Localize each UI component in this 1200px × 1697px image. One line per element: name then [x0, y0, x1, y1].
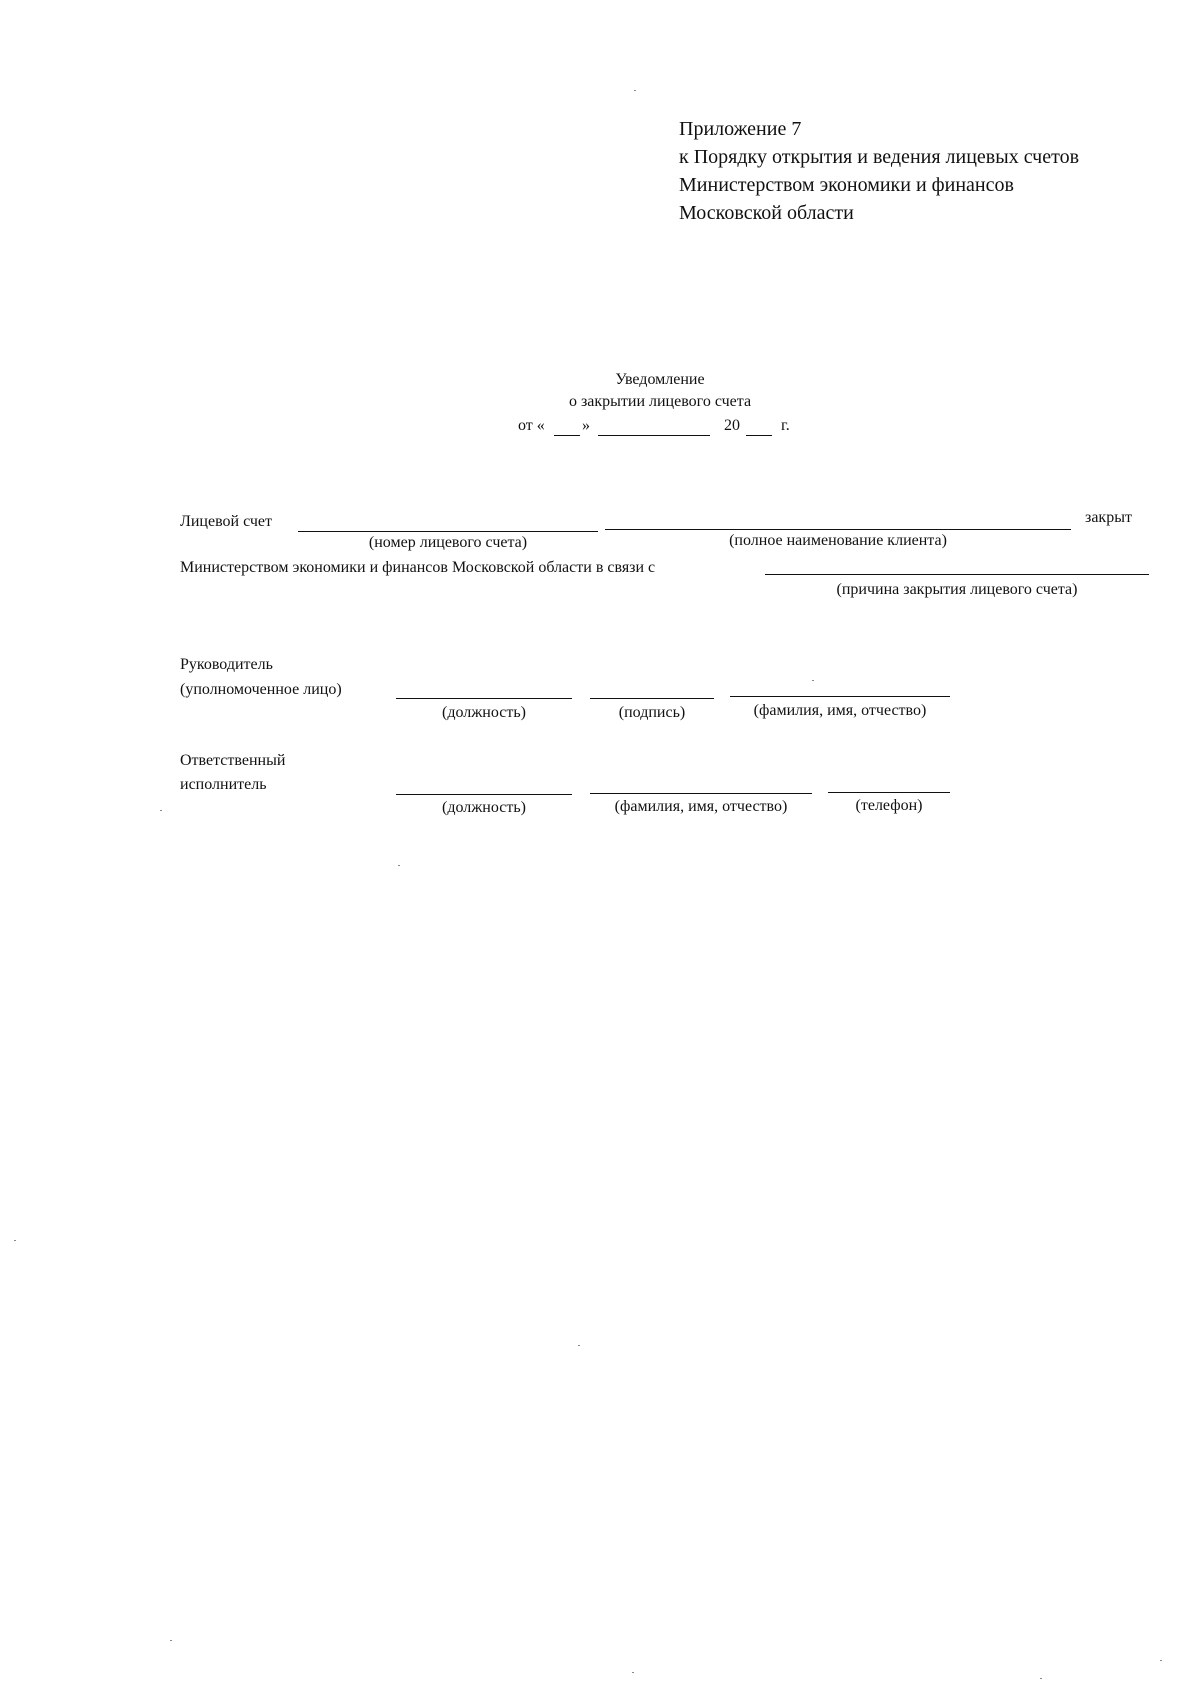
annex-line-1: к Порядку открытия и ведения лицевых счетов	[679, 146, 1080, 168]
client-name-caption: (полное наименование клиента)	[729, 532, 947, 549]
account-label: Лицевой счет	[180, 513, 273, 530]
notice-title: Уведомление	[615, 371, 705, 388]
date-quote-close: »	[582, 417, 590, 434]
scan-speck	[634, 90, 636, 91]
client-name-field[interactable]	[605, 529, 1071, 530]
executor-phone-field[interactable]	[828, 792, 950, 793]
head-position-field[interactable]	[396, 698, 572, 699]
head-label-line-2: (уполномоченное лицо)	[180, 681, 342, 698]
scan-speck	[398, 865, 400, 866]
executor-position-field[interactable]	[396, 794, 572, 795]
closed-word: закрыт	[1085, 509, 1132, 526]
head-label-line-1: Руководитель	[180, 656, 273, 673]
scan-speck	[632, 1672, 634, 1673]
account-number-caption: (номер лицевого счета)	[368, 534, 528, 551]
executor-phone-caption: (телефон)	[855, 797, 923, 814]
scan-speck	[170, 1640, 172, 1641]
scan-speck	[14, 1240, 16, 1241]
executor-name-field[interactable]	[590, 793, 812, 794]
notice-subtitle: о закрытии лицевого счета	[568, 393, 752, 410]
executor-label-line-2: исполнитель	[180, 776, 267, 793]
closure-reason-field[interactable]	[765, 574, 1149, 575]
executor-name-caption: (фамилия, имя, отчество)	[614, 798, 788, 815]
date-year-field[interactable]	[746, 435, 772, 436]
annex-line-3: Московской области	[679, 202, 854, 224]
year-prefix: 20	[724, 417, 740, 434]
annex-title: Приложение 7	[679, 118, 802, 140]
head-name-field[interactable]	[730, 696, 950, 697]
account-number-field[interactable]	[298, 531, 598, 532]
year-suffix: г.	[781, 417, 790, 434]
scan-speck	[812, 680, 814, 681]
closure-reason-caption: (причина закрытия лицевого счета)	[836, 581, 1078, 598]
executor-position-caption: (должность)	[442, 799, 526, 816]
ministry-text: Министерством экономики и финансов Московской области в связи с	[180, 559, 656, 576]
head-signature-field[interactable]	[590, 698, 714, 699]
executor-label-line-1: Ответственный	[180, 752, 286, 769]
date-day-field[interactable]	[554, 435, 580, 436]
head-position-caption: (должность)	[442, 704, 526, 721]
date-month-field[interactable]	[598, 435, 710, 436]
head-signature-caption: (подпись)	[618, 704, 686, 721]
scan-speck	[578, 1345, 580, 1346]
scan-speck	[1040, 1678, 1042, 1679]
head-name-caption: (фамилия, имя, отчество)	[753, 702, 927, 719]
annex-line-2: Министерством экономики и финансов	[679, 174, 1014, 196]
date-prefix: от «	[518, 417, 545, 434]
scan-speck	[160, 810, 162, 811]
scan-speck	[1160, 1660, 1162, 1661]
